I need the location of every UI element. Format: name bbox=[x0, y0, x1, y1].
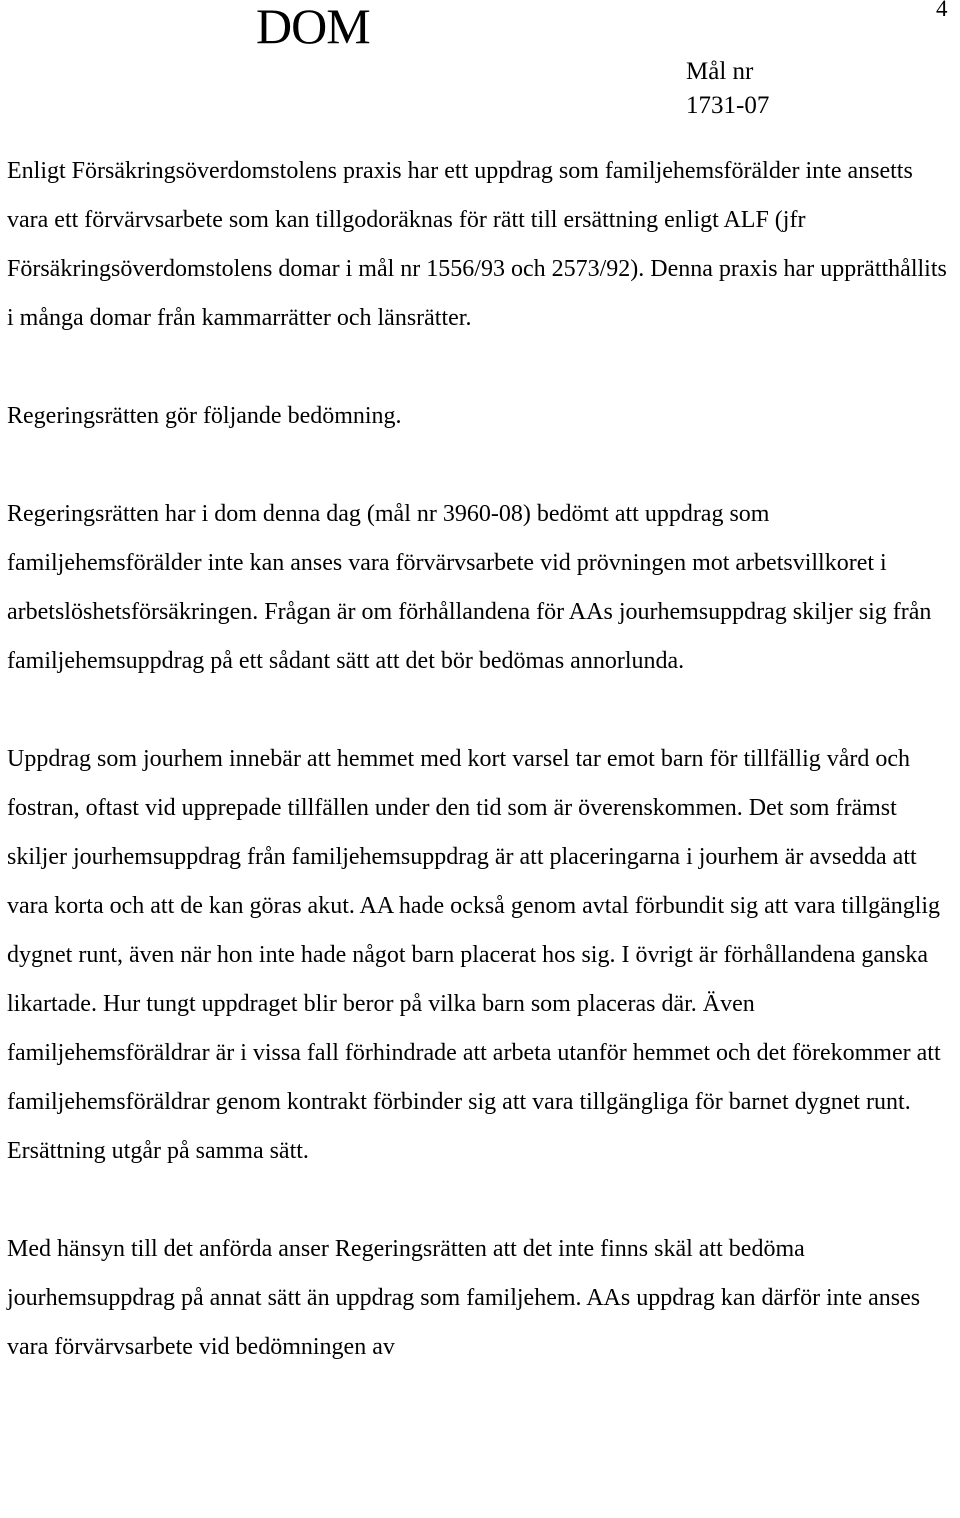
paragraph-praxis: Enligt Försäkringsöverdomstolens praxis har ett uppdrag som familjehemsförälder inte ansetts vara ett förvärvsarbete som kan tillgodoräknas för rätt till ersättning enligt ALF (jfr Försäkringsöverdomstolens domar i mål nr 1556/93 och 2573/92). Denna praxis har upprätthållits i många domar från kammarrätter och länsrätter. bbox=[7, 158, 947, 331]
document-body bbox=[7, 147, 952, 1372]
paragraph-ruling-reference: Regeringsrätten har i dom denna dag (mål nr 3960-08) bedömt att uppdrag som familjehemsförälder inte kan anses vara förvärvsarbete vid prövningen mot arbetsvillkoret i arbetslöshetsförsäkringen. Frågan är om förhållandena för AAs jourhemsuppdrag skiljer sig från familjehemsuppdrag på ett sådant sätt att det bör bedömas annorlunda. bbox=[7, 501, 932, 674]
paragraph-assessment-intro: Regeringsrätten gör följande bedömning. bbox=[7, 403, 402, 429]
page-number: 4 bbox=[936, 0, 948, 21]
paragraph-conclusion: Med hänsyn till det anförda anser Regeringsrätten att det inte finns skäl att bedöma jourhemsuppdrag på annat sätt än uppdrag som familjehem. AAs uppdrag kan därför inte anses vara förvärvsarbete vid bedömningen av bbox=[7, 1236, 921, 1360]
case-number-label: Mål nr bbox=[686, 58, 754, 85]
document-title: DOM bbox=[256, 0, 370, 54]
case-number: 1731-07 bbox=[686, 92, 770, 119]
paragraph-jourhem-description: Uppdrag som jourhem innebär att hemmet med kort varsel tar emot barn för tillfällig vård och fostran, oftast vid upprepade tillfällen under den tid som är överenskommen. Det som främst skiljer jourhemsuppdrag från familjehemsuppdrag är att placeringarna i jourhem är avsedda att vara korta och att de kan göras akut. AA hade också genom avtal förbundit sig att vara tillgänglig dygnet runt, även när hon inte hade något barn placerat hos sig. I övrigt är förhållandena ganska likartade. Hur tungt uppdraget blir beror på vilka barn som placeras där. Även familjehemsföräldrar är i vissa fall förhindrade att arbeta utanför hemmet och det förekommer att familjehemsföräldrar genom kontrakt förbinder sig att vara tillgängliga för barnet dygnet runt. Ersättning utgår på samma sätt. bbox=[7, 746, 941, 1164]
